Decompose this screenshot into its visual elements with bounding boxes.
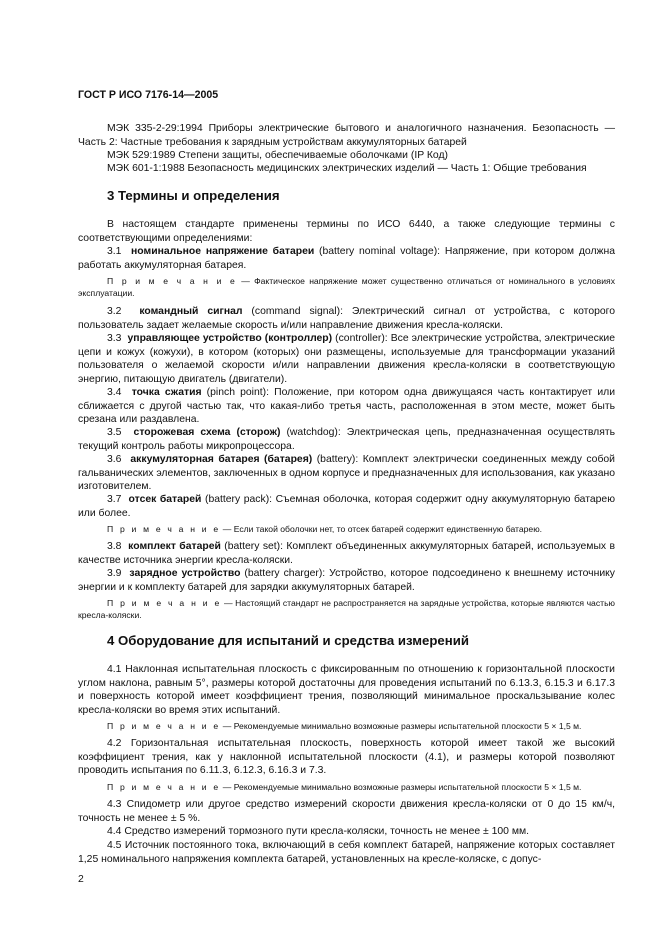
term-3-4: 3.4 точка сжатия (pinch point): Положение, при котором одна движущаяся часть контактирует или сближается с другой частью так, что какая-либо третья часть, расположенная в этом месте, может быть срезана или раздавлена. xyxy=(78,387,616,425)
reference-iec-529: МЭК 529:1989 Степени защиты, обеспечиваемые оболочками (IP Код) xyxy=(107,150,448,161)
clause-4-1: 4.1 Наклонная испытательная плоскость с фиксированным по отношению к горизонтальной плоскости углом наклона, равным 5°, размеры которой достаточны для проведения испытаний по 6.13.3, 6.15.3 и 6.17.3 и поверхность которой имеет коэффициент трения, позволяющий минимальное проскальзывание колес кресла-коляски во время этих испытаний. xyxy=(78,664,615,716)
document-header: ГОСТ Р ИСО 7176-14—2005 xyxy=(78,89,219,101)
term-name: точка сжатия xyxy=(131,387,202,398)
note-4-2: П р и м е ч а н и е — Рекомендуемые минимально возможные размеры испытательной плоскости 5 × 1,5 м. xyxy=(107,782,582,792)
reference-iec-335: МЭК 335-2-29:1994 Приборы электрические бытового и аналогичного назначения. Безопасность — Часть 2: Частные требования к зарядным устройствам аккумуляторных батарей xyxy=(78,123,615,148)
term-name: управляющее устройство (контроллер) xyxy=(127,333,333,344)
term-3-9: 3.9 зарядное устройство (battery charger): Устройство, которое подсоединено к внешнему источнику энергии и к комплекту батарей для зарядки аккумуляторных батарей. xyxy=(78,568,615,593)
note-3-9: П р и м е ч а н и е — Настоящий стандарт не распространяется на зарядные устройства, которые являются частью кресла-коляски. xyxy=(78,598,615,620)
term-3-3: 3.3 управляющее устройство (контроллер) (controller): Все электрические устройства, электрические цепи и кожух (кожухи), в котором (которых) они размещены, используемые для трансформации указаний пользователя о желаемой скорости и/или направлении движения кресла-коляски в соответствующую энергию, питающую двигатель (двигатели). xyxy=(78,333,615,385)
term-3-8: 3.8 комплект батарей (battery set): Комплект объединенных аккумуляторных батарей, используемых в качестве источника энергии кресла-коляски. xyxy=(78,541,615,566)
term-name: сторожевая схема (сторож) xyxy=(133,427,281,438)
reference-iec-601: МЭК 601-1:1988 Безопасность медицинских электрических изделий — Часть 1: Общие требования xyxy=(107,163,587,174)
term-name: комплект батарей xyxy=(128,541,221,552)
term-name: номинальное напряжение батареи xyxy=(131,246,315,257)
note-4-1: П р и м е ч а н и е — Рекомендуемые минимально возможные размеры испытательной плоскости 5 × 1,5 м. xyxy=(107,721,582,731)
page-number: 2 xyxy=(78,874,84,885)
term-name: аккумуляторная батарея (батарея) xyxy=(130,454,313,465)
clause-4-2: 4.2 Горизонтальная испытательная плоскость, поверхность которой имеет такой же высокий коэффициент трения, как у наклонной испытательной плоскости (4.1), и размеры которой позволяют проводить испытания по 6.11.3, 6.12.3, 6.16.3 и 7.3. xyxy=(78,738,615,776)
section-4-heading: 4 Оборудование для испытаний и средства измерений xyxy=(107,633,469,648)
term-3-7: 3.7 отсек батарей (battery pack): Съемная оболочка, которая содержит одну аккумуляторную батарею или более. xyxy=(78,494,616,519)
note-3-7: П р и м е ч а н и е — Если такой оболочки нет, то отсек батарей содержит единственную батарею. xyxy=(107,524,543,534)
term-name: отсек батарей xyxy=(128,494,202,505)
term-3-5: 3.5 сторожевая схема (сторож) (watchdog): Электрическая цепь, предназначенная осуществлять текущий контроль работы микропроцессора. xyxy=(78,427,616,452)
note-3-1: П р и м е ч а н и е — Фактическое напряжение может существенно отличаться от номинального в условиях эксплуатации. xyxy=(78,276,615,298)
term-name: зарядное устройство xyxy=(129,568,241,579)
term-3-6: 3.6 аккумуляторная батарея (батарея) (battery): Комплект электрически соединенных между собой гальванических элементов, заключенных в одном корпусе и предназначенных для использования, как указано изготовителем. xyxy=(78,454,615,492)
section-3-heading: 3 Термины и определения xyxy=(107,188,280,203)
term-3-2: 3.2 командный сигнал (command signal): Электрический сигнал от устройства, с которого пользователь задает желаемые скорость и/или направление движения кресла-коляски. xyxy=(78,306,616,331)
term-3-1: 3.1 номинальное напряжение батареи (battery nominal voltage): Напряжение, при котором должна работать аккумуляторная батарея. xyxy=(78,246,615,271)
clause-4-4: 4.4 Средство измерений тормозного пути кресла-коляски, точность не менее ± 100 мм. xyxy=(107,826,530,837)
section-3-intro: В настоящем стандарте применены термины по ИСО 6440, а также следующие термины с соответствующими определениями: xyxy=(78,219,615,244)
term-name: командный сигнал xyxy=(139,306,243,317)
clause-4-5: 4.5 Источник постоянного тока, включающий в себя комплект батарей, напряжение которых составляет 1,25 номинального напряжения комплекта батарей, установленных на кресле-коляске, с допус- xyxy=(78,840,615,865)
clause-4-3: 4.3 Спидометр или другое средство измерений скорости движения кресла-коляски от 0 до 15 км/ч, точность не менее ± 5 %. xyxy=(78,799,615,824)
